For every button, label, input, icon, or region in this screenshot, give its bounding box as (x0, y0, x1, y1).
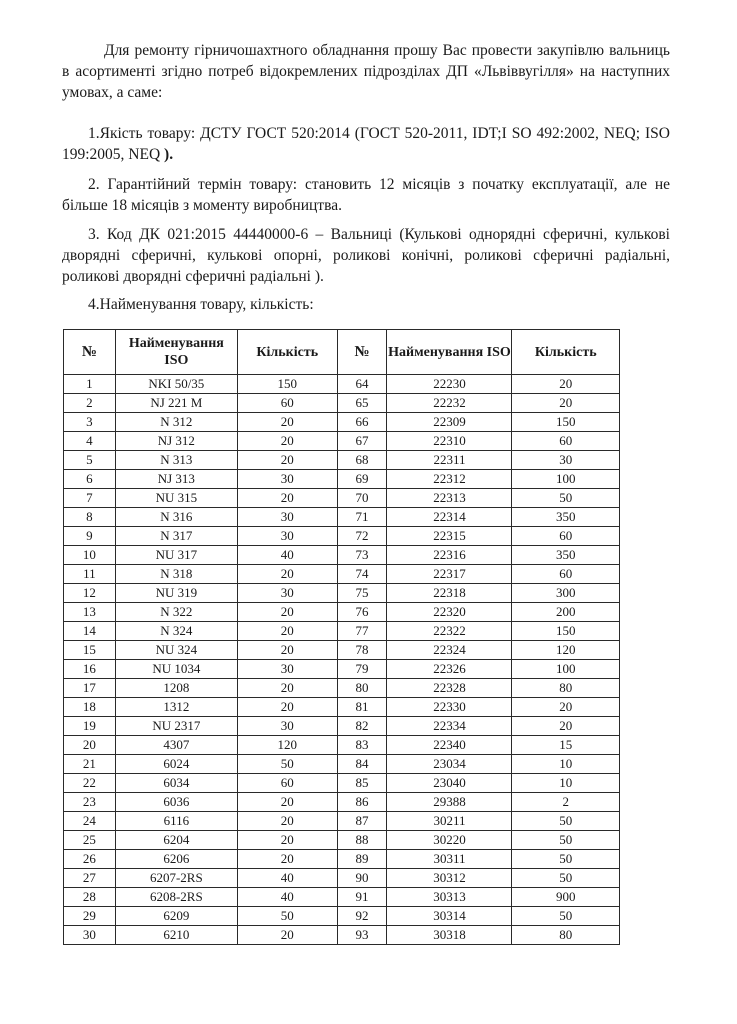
item-name: NU 324 (115, 641, 237, 660)
quality-paragraph (62, 123, 670, 165)
item-quantity: 40 (237, 888, 337, 907)
item-name-2: 22340 (387, 736, 512, 755)
row-number: 4 (64, 432, 116, 451)
row-number: 10 (64, 546, 116, 565)
item-name-2: 22324 (387, 641, 512, 660)
row-number: 1 (64, 375, 116, 394)
row-number: 19 (64, 717, 116, 736)
header-number-2: № (337, 330, 387, 375)
row-number: 29 (64, 907, 116, 926)
row-number-2: 75 (337, 584, 387, 603)
header-quantity-2: Кількість (512, 330, 620, 375)
table-row (64, 888, 620, 907)
row-number: 30 (64, 926, 116, 945)
item-name-2: 22322 (387, 622, 512, 641)
item-name-2: 22315 (387, 527, 512, 546)
item-name: NU 2317 (115, 717, 237, 736)
table-row (64, 527, 620, 546)
row-number: 28 (64, 888, 116, 907)
item-quantity: 30 (237, 660, 337, 679)
table-row (64, 736, 620, 755)
item-quantity: 20 (237, 451, 337, 470)
item-name: NJ 313 (115, 470, 237, 489)
row-number: 7 (64, 489, 116, 508)
table-row (64, 413, 620, 432)
row-number-2: 76 (337, 603, 387, 622)
item-name: 6036 (115, 793, 237, 812)
item-name-2: 22310 (387, 432, 512, 451)
row-number-2: 69 (337, 470, 387, 489)
item-name: 6024 (115, 755, 237, 774)
item-name-2: 22230 (387, 375, 512, 394)
table-row (64, 698, 620, 717)
item-quantity: 20 (237, 413, 337, 432)
item-name: NU 315 (115, 489, 237, 508)
header-name: Найменування ISO (115, 330, 237, 375)
row-number: 22 (64, 774, 116, 793)
item-quantity-2: 50 (512, 869, 620, 888)
row-number-2: 83 (337, 736, 387, 755)
item-quantity: 120 (237, 736, 337, 755)
item-quantity-2: 50 (512, 831, 620, 850)
item-quantity-2: 150 (512, 622, 620, 641)
table-row (64, 926, 620, 945)
item-quantity: 20 (237, 698, 337, 717)
item-name-2: 22314 (387, 508, 512, 527)
item-name: N 312 (115, 413, 237, 432)
table-row (64, 679, 620, 698)
item-quantity: 20 (237, 850, 337, 869)
row-number-2: 85 (337, 774, 387, 793)
item-quantity: 30 (237, 584, 337, 603)
item-name-2: 23034 (387, 755, 512, 774)
item-name: 6204 (115, 831, 237, 850)
row-number-2: 91 (337, 888, 387, 907)
row-number: 12 (64, 584, 116, 603)
item-quantity-2: 60 (512, 432, 620, 451)
table-row (64, 755, 620, 774)
table-row (64, 850, 620, 869)
item-name: 4307 (115, 736, 237, 755)
row-number: 15 (64, 641, 116, 660)
item-quantity: 40 (237, 869, 337, 888)
item-quantity: 30 (237, 527, 337, 546)
item-name: N 316 (115, 508, 237, 527)
row-number-2: 87 (337, 812, 387, 831)
table-row (64, 603, 620, 622)
table-row (64, 546, 620, 565)
table-row (64, 774, 620, 793)
item-quantity-2: 100 (512, 470, 620, 489)
item-quantity: 30 (237, 717, 337, 736)
item-quantity: 20 (237, 489, 337, 508)
item-quantity: 20 (237, 622, 337, 641)
row-number: 27 (64, 869, 116, 888)
item-quantity-2: 200 (512, 603, 620, 622)
item-quantity-2: 120 (512, 641, 620, 660)
item-name: 6116 (115, 812, 237, 831)
warranty-paragraph: 2. Гарантійний термін товару: становить 12 місяців з початку експлуатації, але не більше 18 місяців з моменту виробництва. (62, 176, 670, 214)
item-name: 1312 (115, 698, 237, 717)
row-number: 8 (64, 508, 116, 527)
table-row (64, 907, 620, 926)
row-number-2: 81 (337, 698, 387, 717)
row-number: 16 (64, 660, 116, 679)
table-body (64, 375, 620, 945)
item-quantity-2: 20 (512, 394, 620, 413)
table-row (64, 508, 620, 527)
item-quantity: 30 (237, 508, 337, 527)
row-number-2: 88 (337, 831, 387, 850)
row-number: 2 (64, 394, 116, 413)
item-name: 6207-2RS (115, 869, 237, 888)
item-name: NJ 312 (115, 432, 237, 451)
item-name: N 317 (115, 527, 237, 546)
row-number-2: 80 (337, 679, 387, 698)
item-name-2: 30211 (387, 812, 512, 831)
table-row (64, 793, 620, 812)
item-quantity: 20 (237, 831, 337, 850)
item-quantity-2: 350 (512, 508, 620, 527)
row-number-2: 68 (337, 451, 387, 470)
item-name: N 318 (115, 565, 237, 584)
row-number-2: 67 (337, 432, 387, 451)
table-row (64, 869, 620, 888)
item-quantity: 20 (237, 565, 337, 584)
item-name-2: 22313 (387, 489, 512, 508)
row-number-2: 93 (337, 926, 387, 945)
item-name-2: 22312 (387, 470, 512, 489)
table-row (64, 432, 620, 451)
table-row (64, 489, 620, 508)
row-number-2: 82 (337, 717, 387, 736)
row-number-2: 70 (337, 489, 387, 508)
row-number-2: 65 (337, 394, 387, 413)
item-name: NJ 221 M (115, 394, 237, 413)
item-name-2: 22311 (387, 451, 512, 470)
item-quantity-2: 80 (512, 926, 620, 945)
list-heading: 4.Найменування товару, кількість: (88, 296, 314, 313)
row-number: 13 (64, 603, 116, 622)
row-number-2: 79 (337, 660, 387, 679)
table-row (64, 451, 620, 470)
item-quantity: 20 (237, 679, 337, 698)
item-quantity: 20 (237, 793, 337, 812)
table-row (64, 375, 620, 394)
item-quantity-2: 900 (512, 888, 620, 907)
row-number-2: 77 (337, 622, 387, 641)
item-quantity: 50 (237, 755, 337, 774)
item-name-2: 30312 (387, 869, 512, 888)
item-name-2: 22316 (387, 546, 512, 565)
item-quantity: 20 (237, 641, 337, 660)
item-name-2: 23040 (387, 774, 512, 793)
item-quantity-2: 2 (512, 793, 620, 812)
header-quantity: Кількість (237, 330, 337, 375)
item-name-2: 29388 (387, 793, 512, 812)
item-name-2: 22318 (387, 584, 512, 603)
item-quantity: 50 (237, 907, 337, 926)
table-row (64, 565, 620, 584)
item-name: 1208 (115, 679, 237, 698)
row-number: 3 (64, 413, 116, 432)
item-quantity: 20 (237, 812, 337, 831)
table-row (64, 812, 620, 831)
quality-tail: ). (164, 146, 174, 163)
item-name-2: 22232 (387, 394, 512, 413)
item-quantity-2: 30 (512, 451, 620, 470)
item-name: NU 319 (115, 584, 237, 603)
row-number: 26 (64, 850, 116, 869)
item-name-2: 22330 (387, 698, 512, 717)
header-name-2: Найменування ISO (387, 330, 512, 375)
row-number: 9 (64, 527, 116, 546)
table-row (64, 394, 620, 413)
row-number: 11 (64, 565, 116, 584)
item-name-2: 30311 (387, 850, 512, 869)
row-number-2: 72 (337, 527, 387, 546)
table-row (64, 470, 620, 489)
code-paragraph: 3. Код ДК 021:2015 44440000-6 – Вальниці (Кулькові однорядні сферичні, кулькові дворядні сферичні, кулькові опорні, роликові конічні, роликові сферичні радіальні, роликові дворядні сферичні радіальні ). (62, 226, 670, 285)
item-name: 6206 (115, 850, 237, 869)
table-row (64, 831, 620, 850)
item-name: NU 1034 (115, 660, 237, 679)
row-number: 20 (64, 736, 116, 755)
item-quantity-2: 50 (512, 489, 620, 508)
table-row (64, 622, 620, 641)
row-number-2: 66 (337, 413, 387, 432)
item-name: NKI 50/35 (115, 375, 237, 394)
table-row (64, 584, 620, 603)
item-quantity: 40 (237, 546, 337, 565)
item-name: 6208-2RS (115, 888, 237, 907)
item-name-2: 22320 (387, 603, 512, 622)
item-name-2: 22309 (387, 413, 512, 432)
item-quantity: 60 (237, 774, 337, 793)
item-quantity: 60 (237, 394, 337, 413)
item-quantity-2: 15 (512, 736, 620, 755)
intro-paragraph: Для ремонту гірничошахтного обладнання прошу Вас провести закупівлю вальниць в асортименті згідно потреб відокремлених підрозділах ДП «Львіввугілля» на наступних умовах, а саме: (62, 42, 670, 101)
item-name-2: 30313 (387, 888, 512, 907)
item-name: 6210 (115, 926, 237, 945)
item-quantity-2: 350 (512, 546, 620, 565)
item-name: 6209 (115, 907, 237, 926)
item-quantity-2: 60 (512, 565, 620, 584)
item-name-2: 22317 (387, 565, 512, 584)
row-number: 18 (64, 698, 116, 717)
row-number-2: 90 (337, 869, 387, 888)
item-quantity-2: 20 (512, 717, 620, 736)
row-number-2: 89 (337, 850, 387, 869)
table-row (64, 660, 620, 679)
item-name: N 324 (115, 622, 237, 641)
row-number: 17 (64, 679, 116, 698)
table-header-row (64, 330, 620, 375)
quality-text: 1.Якість товару: ДСТУ ГОСТ 520:2014 (ГОСТ 520-2011, IDT;I SO 492:2002, NEQ; ISO 199:2005, NEQ (62, 125, 670, 163)
row-number-2: 74 (337, 565, 387, 584)
header-number: № (64, 330, 116, 375)
row-number-2: 86 (337, 793, 387, 812)
item-quantity-2: 50 (512, 812, 620, 831)
table-row (64, 641, 620, 660)
row-number: 6 (64, 470, 116, 489)
row-number: 23 (64, 793, 116, 812)
row-number-2: 71 (337, 508, 387, 527)
item-name: 6034 (115, 774, 237, 793)
row-number-2: 64 (337, 375, 387, 394)
row-number-2: 73 (337, 546, 387, 565)
table-row (64, 717, 620, 736)
row-number: 5 (64, 451, 116, 470)
item-quantity-2: 20 (512, 375, 620, 394)
item-name-2: 22334 (387, 717, 512, 736)
item-quantity-2: 20 (512, 698, 620, 717)
item-name: N 313 (115, 451, 237, 470)
item-quantity: 30 (237, 470, 337, 489)
row-number: 14 (64, 622, 116, 641)
row-number: 24 (64, 812, 116, 831)
item-quantity-2: 10 (512, 755, 620, 774)
row-number-2: 84 (337, 755, 387, 774)
item-quantity: 20 (237, 926, 337, 945)
item-quantity-2: 150 (512, 413, 620, 432)
row-number-2: 92 (337, 907, 387, 926)
item-name-2: 30220 (387, 831, 512, 850)
row-number: 25 (64, 831, 116, 850)
row-number: 21 (64, 755, 116, 774)
goods-table (63, 329, 620, 945)
item-name: N 322 (115, 603, 237, 622)
item-name-2: 30314 (387, 907, 512, 926)
item-quantity: 150 (237, 375, 337, 394)
item-quantity: 20 (237, 603, 337, 622)
item-quantity-2: 10 (512, 774, 620, 793)
item-name-2: 30318 (387, 926, 512, 945)
item-quantity-2: 60 (512, 527, 620, 546)
item-quantity-2: 50 (512, 850, 620, 869)
item-name-2: 22326 (387, 660, 512, 679)
item-name-2: 22328 (387, 679, 512, 698)
item-quantity-2: 100 (512, 660, 620, 679)
item-quantity-2: 300 (512, 584, 620, 603)
row-number-2: 78 (337, 641, 387, 660)
item-quantity-2: 80 (512, 679, 620, 698)
item-quantity-2: 50 (512, 907, 620, 926)
item-name: NU 317 (115, 546, 237, 565)
item-quantity: 20 (237, 432, 337, 451)
